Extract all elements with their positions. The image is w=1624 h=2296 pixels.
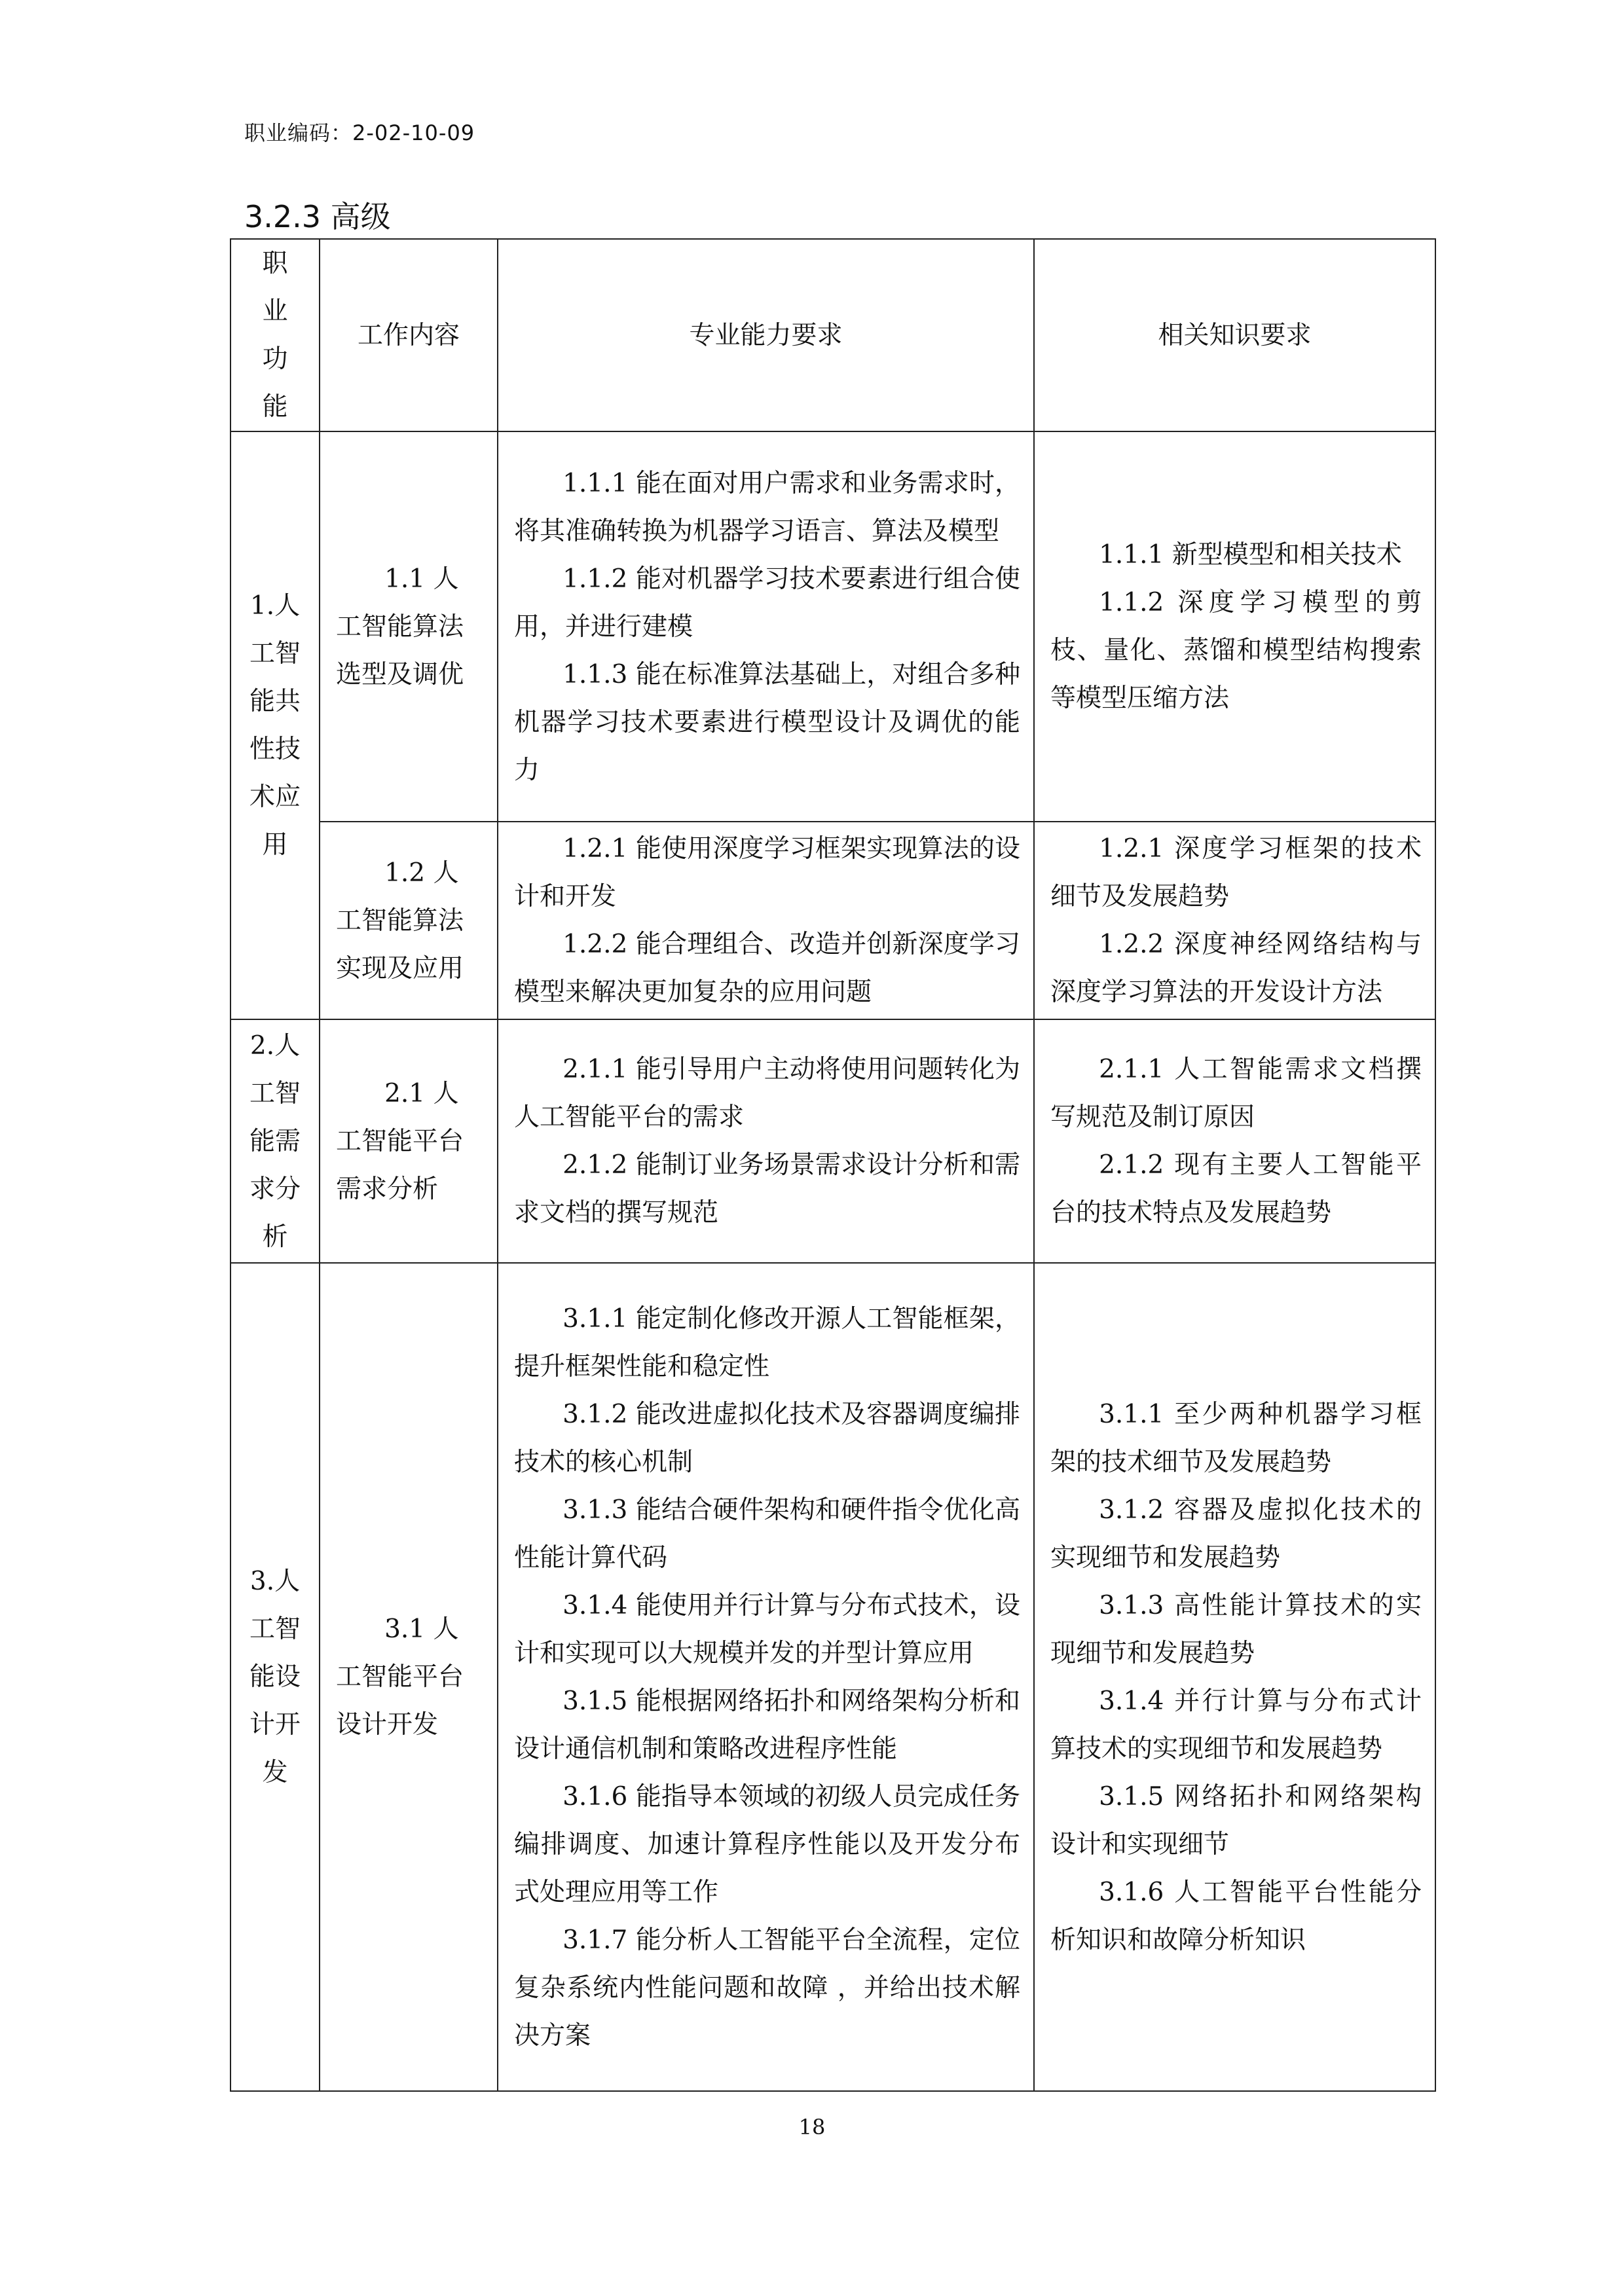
header-knowledge: 相关知识要求 (1034, 239, 1435, 431)
skills-cell (498, 822, 1034, 1019)
knowledge-item: 3.1.1 至少两种机器学习框架的技术细节及发展趋势 (1050, 1399, 1422, 1477)
skill-item: 3.1.4 能使用并行计算与分布式技术，设计和实现可以大规模并发的并型计算应用 (514, 1590, 1020, 1668)
work-cell: 1.2 人工智能算法实现及应用 (320, 822, 498, 1019)
knowledge-item: 1.2.1 深度学习框架的技术细节及发展趋势 (1050, 834, 1422, 911)
section-title: 3.2.3 高级 (244, 199, 391, 234)
skill-item: 2.1.1 能引导用户主动将使用问题转化为人工智能平台的需求 (514, 1055, 1020, 1132)
skill-item: 3.1.2 能改进虚拟化技术及容器调度编排技术的核心机制 (514, 1399, 1020, 1477)
knowledge-cell (1034, 822, 1435, 1019)
header-work: 工作内容 (320, 239, 498, 431)
skill-item: 1.2.2 能合理组合、改造并创新深度学习模型来解决更加复杂的应用问题 (514, 930, 1020, 1007)
knowledge-item: 2.1.1 人工智能需求文档撰写规范及制订原因 (1050, 1055, 1422, 1132)
function-cell: 1.人工智能共性技术应用 (231, 431, 320, 1019)
knowledge-item: 3.1.2 容器及虚拟化技术的实现细节和发展趋势 (1050, 1495, 1422, 1573)
knowledge-item: 3.1.6 人工智能平台性能分析知识和故障分析知识 (1050, 1877, 1422, 1955)
function-cell: 3.人工智能设计开发 (231, 1263, 320, 2091)
knowledge-cell (1034, 431, 1435, 822)
table-row (231, 431, 1435, 822)
table-row (231, 822, 1435, 1019)
skills-cell (498, 431, 1034, 822)
work-cell: 2.1 人工智能平台需求分析 (320, 1019, 498, 1263)
table-row (231, 1019, 1435, 1263)
header-skills: 专业能力要求 (498, 239, 1034, 431)
occupation-code: 职业编码：2-02-10-09 (244, 120, 475, 145)
knowledge-item: 3.1.3 高性能计算技术的实现细节和发展趋势 (1050, 1590, 1422, 1668)
skill-item: 3.1.1 能定制化修改开源人工智能框架，提升框架性能和稳定性 (514, 1303, 1020, 1381)
requirements-table (230, 238, 1436, 2092)
skill-item: 3.1.3 能结合硬件架构和硬件指令优化高性能计算代码 (514, 1495, 1020, 1573)
skill-item: 3.1.6 能指导本领域的初级人员完成任务编排调度、加速计算程序性能以及开发分布式处理应用等工作 (514, 1781, 1020, 1907)
work-cell: 1.1 人工智能算法选型及调优 (320, 431, 498, 822)
skills-cell (498, 1263, 1034, 2091)
knowledge-item: 3.1.5 网络拓扑和网络架构设计和实现细节 (1050, 1781, 1422, 1859)
skill-item: 1.1.3 能在标准算法基础上，对组合多种机器学习技术要素进行模型设计及调优的能力 (514, 659, 1020, 785)
skill-item: 3.1.5 能根据网络拓扑和网络架构分析和设计通信机制和策略改进程序性能 (514, 1686, 1020, 1764)
table-row (231, 1263, 1435, 2091)
knowledge-item: 2.1.2 现有主要人工智能平台的技术特点及发展趋势 (1050, 1150, 1422, 1228)
skill-item: 1.1.1 能在面对用户需求和业务需求时，将其准确转换为机器学习语言、算法及模型 (514, 468, 1020, 546)
knowledge-cell (1034, 1263, 1435, 2091)
knowledge-item: 1.1.1 新型模型和相关技术 (1099, 540, 1402, 570)
knowledge-item: 1.2.2 深度神经网络结构与深度学习算法的开发设计方法 (1050, 930, 1422, 1007)
skills-cell (498, 1019, 1034, 1263)
header-function: 职业功能 (231, 239, 320, 431)
table-header-row (231, 239, 1435, 431)
skill-item: 1.2.1 能使用深度学习框架实现算法的设计和开发 (514, 834, 1020, 911)
function-cell: 2.人工智能需求分析 (231, 1019, 320, 1263)
knowledge-item: 1.1.2 深度学习模型的剪枝、量化、蒸馏和模型结构搜索等模型压缩方法 (1050, 588, 1422, 713)
knowledge-cell (1034, 1019, 1435, 1263)
skill-item: 3.1.7 能分析人工智能平台全流程，定位复杂系统内性能问题和故障 ，并给出技术解决方案 (514, 1925, 1020, 2050)
skill-item: 2.1.2 能制订业务场景需求设计分析和需求文档的撰写规范 (514, 1150, 1020, 1228)
knowledge-item: 3.1.4 并行计算与分布式计算技术的实现细节和发展趋势 (1050, 1686, 1422, 1764)
work-cell: 3.1 人工智能平台设计开发 (320, 1263, 498, 2091)
skill-item: 1.1.2 能对机器学习技术要素进行组合使用，并进行建模 (514, 564, 1020, 642)
page-number: 18 (798, 2115, 826, 2140)
